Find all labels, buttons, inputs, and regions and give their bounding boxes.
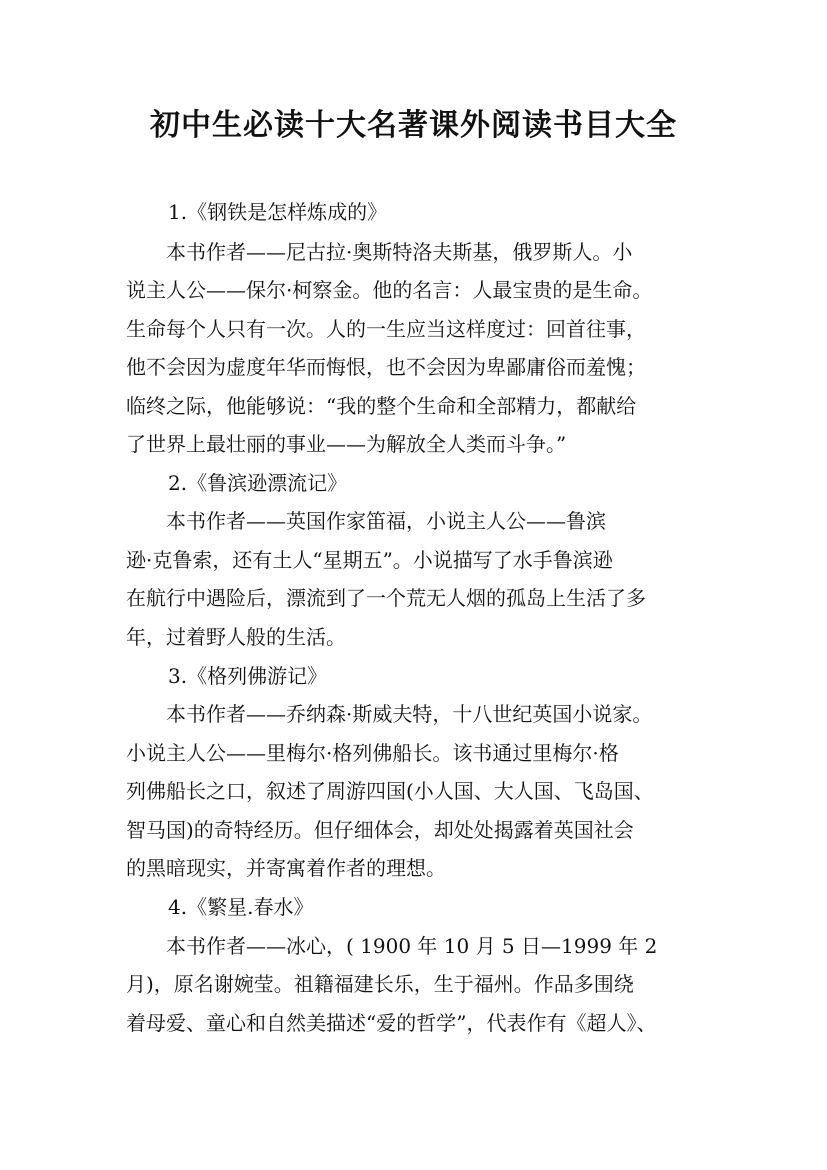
paragraph-line: 临终之际，他能够说：“我的整个生命和全部精力，都献给 (126, 394, 637, 418)
paragraph-line: 逊·克鲁索，还有土人“星期五”。小说描写了水手鲁滨逊 (126, 548, 613, 572)
paragraph-line: 他不会因为虚度年华而悔恨，也不会因为卑鄙庸俗而羞愧； (126, 355, 646, 379)
section-heading-1: 1.《钢铁是怎样炼成的》 (168, 200, 388, 224)
paragraph-line: 本书作者——英国作家笛福，小说主人公——鲁滨 (126, 509, 606, 533)
paragraph-line: 本书作者——乔纳森·斯威夫特，十八世纪英国小说家。 (126, 702, 653, 726)
paragraph-line: 本书作者——冰心，( 1900 年 10 月 5 日—1999 年 2 (126, 934, 658, 958)
paragraph-line: 在航行中遇险后，漂流到了一个荒无人烟的孤岛上生活了多 (126, 586, 646, 610)
paragraph-line: 着母爱、童心和自然美描述“爱的哲学”，代表作有《超人》、 (126, 1011, 657, 1035)
paragraph-line: 智马国)的奇特经历。但仔细体会，却处处揭露着英国社会 (126, 818, 634, 842)
paragraph-line: 生命每个人只有一次。人的一生应当这样度过：回首往事， (126, 317, 646, 341)
section-heading-3: 3.《格列佛游记》 (168, 664, 328, 688)
document-title: 初中生必读十大名著课外阅读书目大全 (150, 108, 677, 143)
section-heading-2: 2.《鲁滨逊漂流记》 (168, 471, 348, 495)
paragraph-line: 列佛船长之口，叙述了周游四国(小人国、大人国、飞岛国、 (126, 779, 654, 803)
paragraph-line: 了世界上最壮丽的事业——为解放全人类而斗争。” (126, 432, 567, 456)
paragraph-line: 月)，原名谢婉莹。祖籍福建长乐，生于福州。作品多围绕 (126, 972, 634, 996)
paragraph-line: 小说主人公——里梅尔·格列佛船长。该书通过里梅尔·格 (126, 741, 619, 765)
section-heading-4: 4.《繁星.春水》 (168, 895, 314, 919)
paragraph-line: 说主人公——保尔·柯察金。他的名言：人最宝贵的是生命。 (126, 278, 653, 302)
paragraph-line: 年，过着野人般的生活。 (126, 625, 346, 649)
paragraph-line: 的黑暗现实，并寄寓着作者的理想。 (126, 856, 446, 880)
paragraph-line: 本书作者——尼古拉·奥斯特洛夫斯基，俄罗斯人。小 (126, 240, 633, 264)
